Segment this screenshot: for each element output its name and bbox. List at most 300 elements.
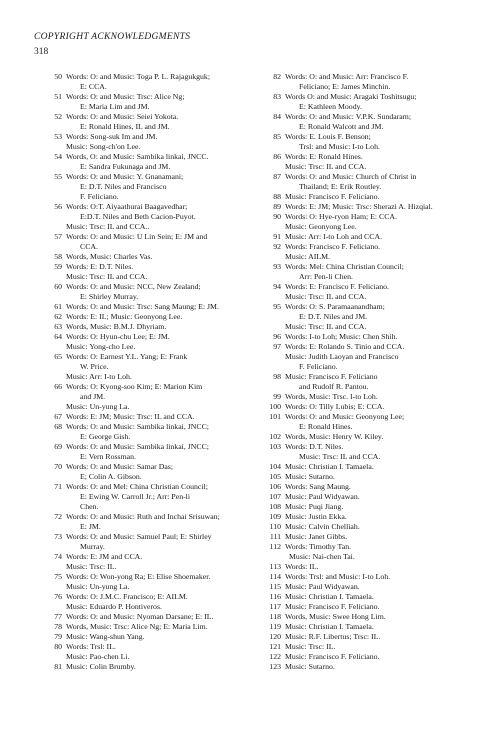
- acknowledgment-entry: [42, 622, 247, 632]
- entry-line: Music: Judith Laoyan and Francisco: [285, 352, 399, 361]
- entry-line: Music: Sutarno.: [285, 662, 335, 671]
- entry-line: Music: Un-yung La.: [66, 582, 130, 591]
- acknowledgment-entry: [42, 262, 247, 282]
- entry-line: Words, Music: B.M.J. Dhyriam.: [66, 322, 167, 331]
- entry-text: [285, 112, 461, 132]
- entry-text: [66, 352, 247, 382]
- entry-text: [66, 412, 247, 422]
- entry-line: Music: AILM.: [285, 252, 331, 261]
- entry-number: 89: [273, 202, 281, 211]
- acknowledgment-entry: [42, 552, 247, 572]
- entry-line: Words: O: and Music: Sambika linkai, JNCC;: [66, 442, 209, 451]
- entry-number: 58: [54, 252, 62, 261]
- entry-line: Words: IL.: [285, 562, 319, 571]
- entry-number: 63: [54, 322, 62, 331]
- entry-line: Music: Trsc: IL.: [285, 642, 336, 651]
- entry-line: Words: O: Earnest Y.L. Yang; E: Frank: [66, 352, 188, 361]
- entry-text: [285, 192, 461, 202]
- entry-number: 75: [54, 572, 62, 581]
- entry-text: [285, 212, 461, 232]
- entry-line: Music: Sutarno.: [285, 472, 335, 481]
- entry-number: 91: [273, 232, 281, 241]
- entry-text: [66, 442, 247, 462]
- entry-text: [66, 92, 247, 112]
- acknowledgment-entry: [42, 172, 247, 202]
- acknowledgment-entry: [261, 72, 461, 92]
- acknowledgment-entry: [261, 662, 461, 672]
- entry-line: Words: E: JM and CCA.: [66, 552, 143, 561]
- entry-line: Words: I-to Loh; Music: Chen Shih.: [285, 332, 398, 341]
- entry-line: Music: Trsc: IL and CCA..: [66, 222, 150, 231]
- entry-number: 103: [269, 442, 281, 451]
- entry-line: Words: Song-suk Im and JM.: [66, 132, 158, 141]
- entry-number: 119: [269, 622, 281, 631]
- entry-text: [285, 482, 461, 492]
- acknowledgment-entry: [42, 462, 247, 482]
- acknowledgment-entry: [42, 632, 247, 642]
- entry-line: Words, Music: Henry W. Kiley.: [285, 432, 384, 441]
- entry-text: [285, 492, 461, 502]
- entry-line: Words: O: Won-yong Ra; E: Elise Shoemaker.: [66, 572, 211, 581]
- entry-text: [285, 402, 461, 412]
- acknowledgment-entry: [261, 172, 461, 192]
- entry-line: Words: O: and Music: NCC, New Zealand;: [66, 282, 201, 291]
- entry-line: E: Sandra Fukunaga and JM.: [80, 162, 171, 171]
- entry-line: Words: O: Hye-ryon Ham; E: CCA.: [285, 212, 397, 221]
- entry-line: Music: Puqi Jiang.: [285, 502, 344, 511]
- acknowledgment-entry: [261, 652, 461, 662]
- entry-text: [285, 332, 461, 342]
- entry-number: 60: [54, 282, 62, 291]
- entry-number: 59: [54, 262, 62, 271]
- entry-text: [66, 592, 247, 612]
- entry-number: 100: [269, 402, 281, 411]
- entry-number: 66: [54, 382, 62, 391]
- entry-line: Words: D.T. Niles.: [285, 442, 344, 451]
- entry-line: Music: Paul Widyawan.: [285, 492, 360, 501]
- entry-line: E: Kathleen Moody.: [299, 102, 362, 111]
- acknowledgment-entry: [261, 92, 461, 112]
- entry-line: E: D.T. Niles and Francisco: [80, 182, 167, 191]
- entry-text: [285, 542, 461, 562]
- entry-line: Words: O: and Music: Trsc: Alice Ng;: [66, 92, 185, 101]
- entry-line: Music: Calvin Chelliah.: [285, 522, 360, 531]
- entry-line: Words: O: and Mel: China Christian Council;: [66, 482, 208, 491]
- entry-number: 92: [273, 242, 281, 251]
- acknowledgment-entry: [42, 412, 247, 422]
- entry-number: 76: [54, 592, 62, 601]
- entry-text: [285, 602, 461, 612]
- entry-line: Words: O: and Music: U Lin Sein; E: JM and: [66, 232, 208, 241]
- entry-line: Words, Music: Trsc: Alice Ng; E: Maria Lim.: [66, 622, 208, 631]
- acknowledgment-entry: [42, 302, 247, 312]
- entry-line: E: CCA.: [80, 82, 107, 91]
- entry-text: [285, 172, 461, 192]
- entry-line: Words: Trsl: and Music: I-to Loh.: [285, 572, 391, 581]
- entry-line: Music: Trsc: IL and CCA.: [285, 292, 367, 301]
- entry-line: Music: Un-yung La.: [66, 402, 130, 411]
- acknowledgment-entry: [261, 412, 461, 432]
- entry-number: 121: [269, 642, 281, 651]
- entry-line: Music: Christian I. Tamaela.: [285, 592, 374, 601]
- acknowledgment-entry: [261, 602, 461, 612]
- entry-number: 80: [54, 642, 62, 651]
- page-number: 318: [34, 47, 49, 57]
- entry-number: 102: [269, 432, 281, 441]
- entry-line: E: Maria Lim and JM.: [80, 102, 150, 111]
- entry-number: 55: [54, 172, 62, 181]
- entry-text: [285, 72, 461, 92]
- acknowledgment-entry: [42, 382, 247, 412]
- entry-text: [66, 642, 247, 662]
- entry-line: Music: Francisco F. Feliciano: [285, 372, 378, 381]
- acknowledgment-entry: [261, 242, 461, 262]
- acknowledgment-entry: [42, 572, 247, 592]
- entry-line: E:D.T. Niles and Beth Cacion-Puyot.: [80, 212, 196, 221]
- acknowledgment-entry: [42, 612, 247, 622]
- entry-text: [66, 612, 247, 622]
- acknowledgment-entry: [261, 502, 461, 512]
- acknowledgment-entry: [261, 522, 461, 532]
- entry-text: [66, 302, 247, 312]
- entry-number: 117: [269, 602, 281, 611]
- entry-line: Words: E. Louis F. Benson;: [285, 132, 371, 141]
- acknowledgment-entry: [42, 662, 247, 672]
- entry-number: 98: [273, 372, 281, 381]
- entry-text: [285, 92, 461, 112]
- acknowledgment-entry: [261, 632, 461, 642]
- entry-line: Music: Song-ch'on Lee.: [66, 142, 141, 151]
- entry-line: Words: O: and Music: Samuel Paul; E: Shirley: [66, 532, 212, 541]
- entry-text: [66, 72, 247, 92]
- acknowledgment-entry: [261, 612, 461, 622]
- entry-text: [285, 592, 461, 602]
- entry-line: Words: O: and Music: V.P.K. Sundaram;: [285, 112, 412, 121]
- entry-line: Words: O: and Music: Church of Christ in: [285, 172, 417, 181]
- right-column: [261, 72, 461, 672]
- entry-line: Music: Francisco F. Feliciano.: [285, 192, 380, 201]
- entry-number: 123: [269, 662, 281, 671]
- entry-text: [66, 512, 247, 532]
- entry-line: Words: O: Kyong-soo Kim; E: Marion Kim: [66, 382, 203, 391]
- entry-text: [66, 662, 247, 672]
- acknowledgment-entry: [42, 312, 247, 322]
- acknowledgment-entry: [261, 462, 461, 472]
- entry-number: 67: [54, 412, 62, 421]
- entry-line: Words: E: Rolando S. Tinio and CCA.: [285, 342, 405, 351]
- entry-line: Words: O: and Music: Samar Das;: [66, 462, 173, 471]
- acknowledgment-entry: [42, 592, 247, 612]
- entry-line: Chen.: [80, 502, 99, 511]
- entry-number: 109: [269, 512, 281, 521]
- acknowledgment-entry: [42, 332, 247, 352]
- entry-line: Music: Christian I. Tamaela.: [285, 462, 374, 471]
- acknowledgment-entry: [261, 232, 461, 242]
- entry-line: CCA.: [80, 242, 98, 251]
- entry-text: [285, 652, 461, 662]
- entry-text: [66, 202, 247, 232]
- entry-line: Thailand; E: Erik Routley.: [299, 182, 382, 191]
- entry-line: Music: Christian I. Tamaela.: [285, 622, 374, 631]
- entry-line: Words: O: and Music: Seiei Yokota.: [66, 112, 179, 121]
- entry-line: Music: Paul Widyawan.: [285, 582, 360, 591]
- acknowledgment-entry: [261, 262, 461, 282]
- entry-number: 82: [273, 72, 281, 81]
- entry-line: Words: O:T. Aiyaathurai Baagavedhar;: [66, 202, 188, 211]
- entry-text: [285, 152, 461, 172]
- acknowledgment-entry: [42, 282, 247, 302]
- acknowledgment-entry: [42, 92, 247, 112]
- entry-line: Words: O: J.M.C. Francisco; E: AILM.: [66, 592, 188, 601]
- acknowledgment-entry: [261, 642, 461, 652]
- entry-line: Words: Trsl: IL.: [66, 642, 116, 651]
- acknowledgment-entry: [261, 332, 461, 342]
- entry-line: Music: Janet Gibbs.: [285, 532, 348, 541]
- entry-number: 78: [54, 622, 62, 631]
- entry-line: Murray.: [80, 542, 105, 551]
- acknowledgment-entry: [261, 482, 461, 492]
- entry-line: E: Vern Rossman.: [80, 452, 136, 461]
- entry-text: [285, 242, 461, 262]
- entry-text: [285, 232, 461, 242]
- acknowledgment-entry: [42, 132, 247, 152]
- entry-text: [285, 612, 461, 622]
- entry-line: E: JM.: [80, 522, 101, 531]
- acknowledgment-entry: [261, 592, 461, 602]
- entry-number: 90: [273, 212, 281, 221]
- acknowledgment-entry: [261, 282, 461, 302]
- entry-line: Words: O: and Music: Y. Gnanamani;: [66, 172, 184, 181]
- acknowledgment-entry: [42, 482, 247, 512]
- entry-text: [285, 582, 461, 592]
- entry-number: 118: [269, 612, 281, 621]
- entry-line: Words: O: and Music: Geonyong Lee;: [285, 412, 405, 421]
- acknowledgment-entry: [261, 302, 461, 332]
- entry-line: E: Ronald Hines.: [299, 422, 353, 431]
- entry-number: 99: [273, 392, 281, 401]
- entry-text: [285, 572, 461, 582]
- entry-line: E: Ronald Walcott and JM.: [299, 122, 384, 131]
- entry-text: [285, 502, 461, 512]
- entry-line: Music: Trsc: IL and CCA.: [66, 272, 148, 281]
- entry-line: Music: Arr: I-to Loh.: [66, 372, 132, 381]
- entry-number: 86: [273, 152, 281, 161]
- acknowledgment-entry: [261, 202, 461, 212]
- entry-text: [285, 132, 461, 152]
- entry-number: 87: [273, 172, 281, 181]
- entry-number: 84: [273, 112, 281, 121]
- entry-text: [66, 632, 247, 642]
- entry-number: 101: [269, 412, 281, 421]
- entry-text: [66, 332, 247, 352]
- acknowledgment-entry: [261, 532, 461, 542]
- acknowledgment-entry: [42, 232, 247, 252]
- entry-line: Words: O: Tilly Lubis; E: CCA.: [285, 402, 385, 411]
- acknowledgment-entry: [42, 352, 247, 382]
- entry-number: 85: [273, 132, 281, 141]
- entry-text: [285, 442, 461, 462]
- entry-line: E; Colin A. Gibson.: [80, 472, 142, 481]
- entry-number: 108: [269, 502, 281, 511]
- entry-line: Words: E: D.T. Niles.: [66, 262, 134, 271]
- entry-text: [66, 132, 247, 152]
- entry-line: Words: O: and Music: Toga P. L. Rajagukguk;: [66, 72, 210, 81]
- entry-line: Music: R.F. Libertus; Trsc: IL.: [285, 632, 381, 641]
- entry-text: [285, 302, 461, 332]
- entry-number: 70: [54, 462, 62, 471]
- entry-number: 116: [269, 592, 281, 601]
- entry-text: [285, 512, 461, 522]
- acknowledgment-entry: [261, 582, 461, 592]
- entry-text: [285, 642, 461, 652]
- entry-line: Words: Timothy Tan.: [285, 542, 352, 551]
- acknowledgment-entry: [261, 402, 461, 412]
- acknowledgment-entry: [261, 512, 461, 522]
- entry-line: and Rudolf R. Pantou.: [299, 382, 369, 391]
- acknowledgment-entry: [42, 252, 247, 262]
- entry-number: 83: [273, 92, 281, 101]
- entry-text: [285, 342, 461, 372]
- entry-text: [66, 422, 247, 442]
- acknowledgment-entry: [261, 372, 461, 392]
- acknowledgment-entry: [261, 192, 461, 202]
- entry-text: [285, 412, 461, 432]
- entry-line: Music: Colin Brumby.: [66, 662, 136, 671]
- entry-line: Words: O: and Music: Sambika linkai, JNCC;: [66, 422, 209, 431]
- entry-text: [285, 262, 461, 282]
- entry-line: E: George Gish.: [80, 432, 131, 441]
- entry-text: [66, 322, 247, 332]
- entry-number: 50: [54, 72, 62, 81]
- acknowledgment-entry: [261, 562, 461, 572]
- entry-text: [285, 562, 461, 572]
- entry-number: 115: [269, 582, 281, 591]
- entry-number: 81: [54, 662, 62, 671]
- entry-line: Music: Trsc: IL and CCA.: [299, 452, 381, 461]
- entry-line: Music: Arr: I-to Loh and CCA.: [285, 232, 383, 241]
- entry-text: [285, 472, 461, 482]
- entry-line: Words: O: and Music: Trsc: Sang Maung; E: JM.: [66, 302, 219, 311]
- entry-number: 96: [273, 332, 281, 341]
- entry-line: Arr: Pen-li Chen.: [299, 272, 353, 281]
- entry-line: and JM.: [80, 392, 106, 401]
- entry-line: Music: Pao-chen Li.: [66, 652, 130, 661]
- entry-line: Music: Geonyong Lee.: [285, 222, 357, 231]
- entry-text: [285, 622, 461, 632]
- acknowledgment-entry: [42, 72, 247, 92]
- entry-number: 77: [54, 612, 62, 621]
- entry-line: Music: Wang-shun Yang.: [66, 632, 145, 641]
- entry-line: Words: E: JM; Music: Trsc: IL and CCA.: [66, 412, 195, 421]
- entry-number: 69: [54, 442, 62, 451]
- entry-number: 94: [273, 282, 281, 291]
- acknowledgment-entry: [261, 132, 461, 152]
- entry-number: 95: [273, 302, 281, 311]
- entry-line: Words, O: and Music: Sambika linkai, JNCC.: [66, 152, 209, 161]
- entry-line: Words: E: IL; Music: Geonyong Lee.: [66, 312, 183, 321]
- entry-line: Words: E: JM; Music: Trsc: Sherazi A. Hizqial.: [285, 202, 433, 211]
- entry-text: [285, 532, 461, 542]
- entry-text: [285, 432, 461, 442]
- acknowledgment-entry: [261, 212, 461, 232]
- entry-number: 111: [269, 532, 281, 541]
- entry-line: E: D.T. Niles and JM.: [299, 312, 368, 321]
- entry-number: 73: [54, 532, 62, 541]
- entry-number: 110: [269, 522, 281, 531]
- entry-number: 88: [273, 192, 281, 201]
- entry-number: 57: [54, 232, 62, 241]
- acknowledgment-entry: [42, 422, 247, 442]
- entry-line: F. Feliciano.: [299, 362, 338, 371]
- entry-line: E: Ewing W. Carroll Jr.; Arr: Pen-li: [80, 492, 191, 501]
- acknowledgment-entry: [42, 642, 247, 662]
- entry-text: [285, 522, 461, 532]
- entry-line: Music: Yong-cho Lee.: [66, 342, 136, 351]
- entry-line: Music: Francisco F. Feliciano.: [285, 602, 380, 611]
- acknowledgment-entry: [261, 432, 461, 442]
- entry-text: [66, 232, 247, 252]
- entry-number: 120: [269, 632, 281, 641]
- acknowledgment-entry: [42, 152, 247, 172]
- acknowledgment-entry: [42, 112, 247, 132]
- entry-text: [66, 622, 247, 632]
- entry-line: Words: E: Francisco F. Feliciano.: [285, 282, 389, 291]
- entry-line: E: Ronald Hines, IL and JM.: [80, 122, 170, 131]
- entry-text: [66, 252, 247, 262]
- entry-text: [66, 112, 247, 132]
- entry-line: Words, Music: Charles Vas.: [66, 252, 153, 261]
- acknowledgment-entry: [261, 342, 461, 372]
- entry-line: Words: O: and Music: Arr: Francisco F.: [285, 72, 409, 81]
- entry-number: 114: [269, 572, 281, 581]
- entry-text: [66, 262, 247, 282]
- entry-number: 105: [269, 472, 281, 481]
- entry-text: [66, 532, 247, 552]
- entry-line: Words: Mel: China Christian Council;: [285, 262, 404, 271]
- entry-number: 54: [54, 152, 62, 161]
- left-column: [42, 72, 247, 672]
- acknowledgment-entry: [261, 112, 461, 132]
- entry-number: 56: [54, 202, 62, 211]
- entry-line: Words: Francisco F. Feliciano.: [285, 242, 381, 251]
- entry-number: 112: [269, 542, 281, 551]
- entry-number: 53: [54, 132, 62, 141]
- entry-text: [285, 662, 461, 672]
- entry-text: [66, 382, 247, 412]
- entry-line: Music: Eduardo P. Hontiveros.: [66, 602, 162, 611]
- entry-line: Words: O: S. Paramaanandham;: [285, 302, 385, 311]
- entry-text: [285, 392, 461, 402]
- entry-line: Music: Trsc: IL.: [66, 562, 117, 571]
- entry-line: Music: Nai-chen Tai.: [289, 552, 355, 561]
- entry-line: E: Shirley Murray.: [80, 292, 139, 301]
- entry-line: Trsl: and Music: I-to Loh.: [299, 142, 380, 151]
- entry-line: Music: Justin Ekka.: [285, 512, 347, 521]
- acknowledgment-entry: [261, 392, 461, 402]
- entry-number: 79: [54, 632, 62, 641]
- entry-number: 113: [269, 562, 281, 571]
- entry-line: Music: Francisco F. Feliciano.: [285, 652, 380, 661]
- entry-line: Words: O: and Music: Ruth and Inchai Srisuwan;: [66, 512, 220, 521]
- entry-text: [66, 572, 247, 592]
- entry-text: [66, 552, 247, 572]
- entry-number: 68: [54, 422, 62, 431]
- entry-line: W. Price.: [80, 362, 109, 371]
- entry-number: 107: [269, 492, 281, 501]
- running-head: COPYRIGHT ACKNOWLEDGMENTS: [34, 32, 191, 42]
- entry-line: Feliciano; E: James Minchin.: [299, 82, 391, 91]
- entry-number: 93: [273, 262, 281, 271]
